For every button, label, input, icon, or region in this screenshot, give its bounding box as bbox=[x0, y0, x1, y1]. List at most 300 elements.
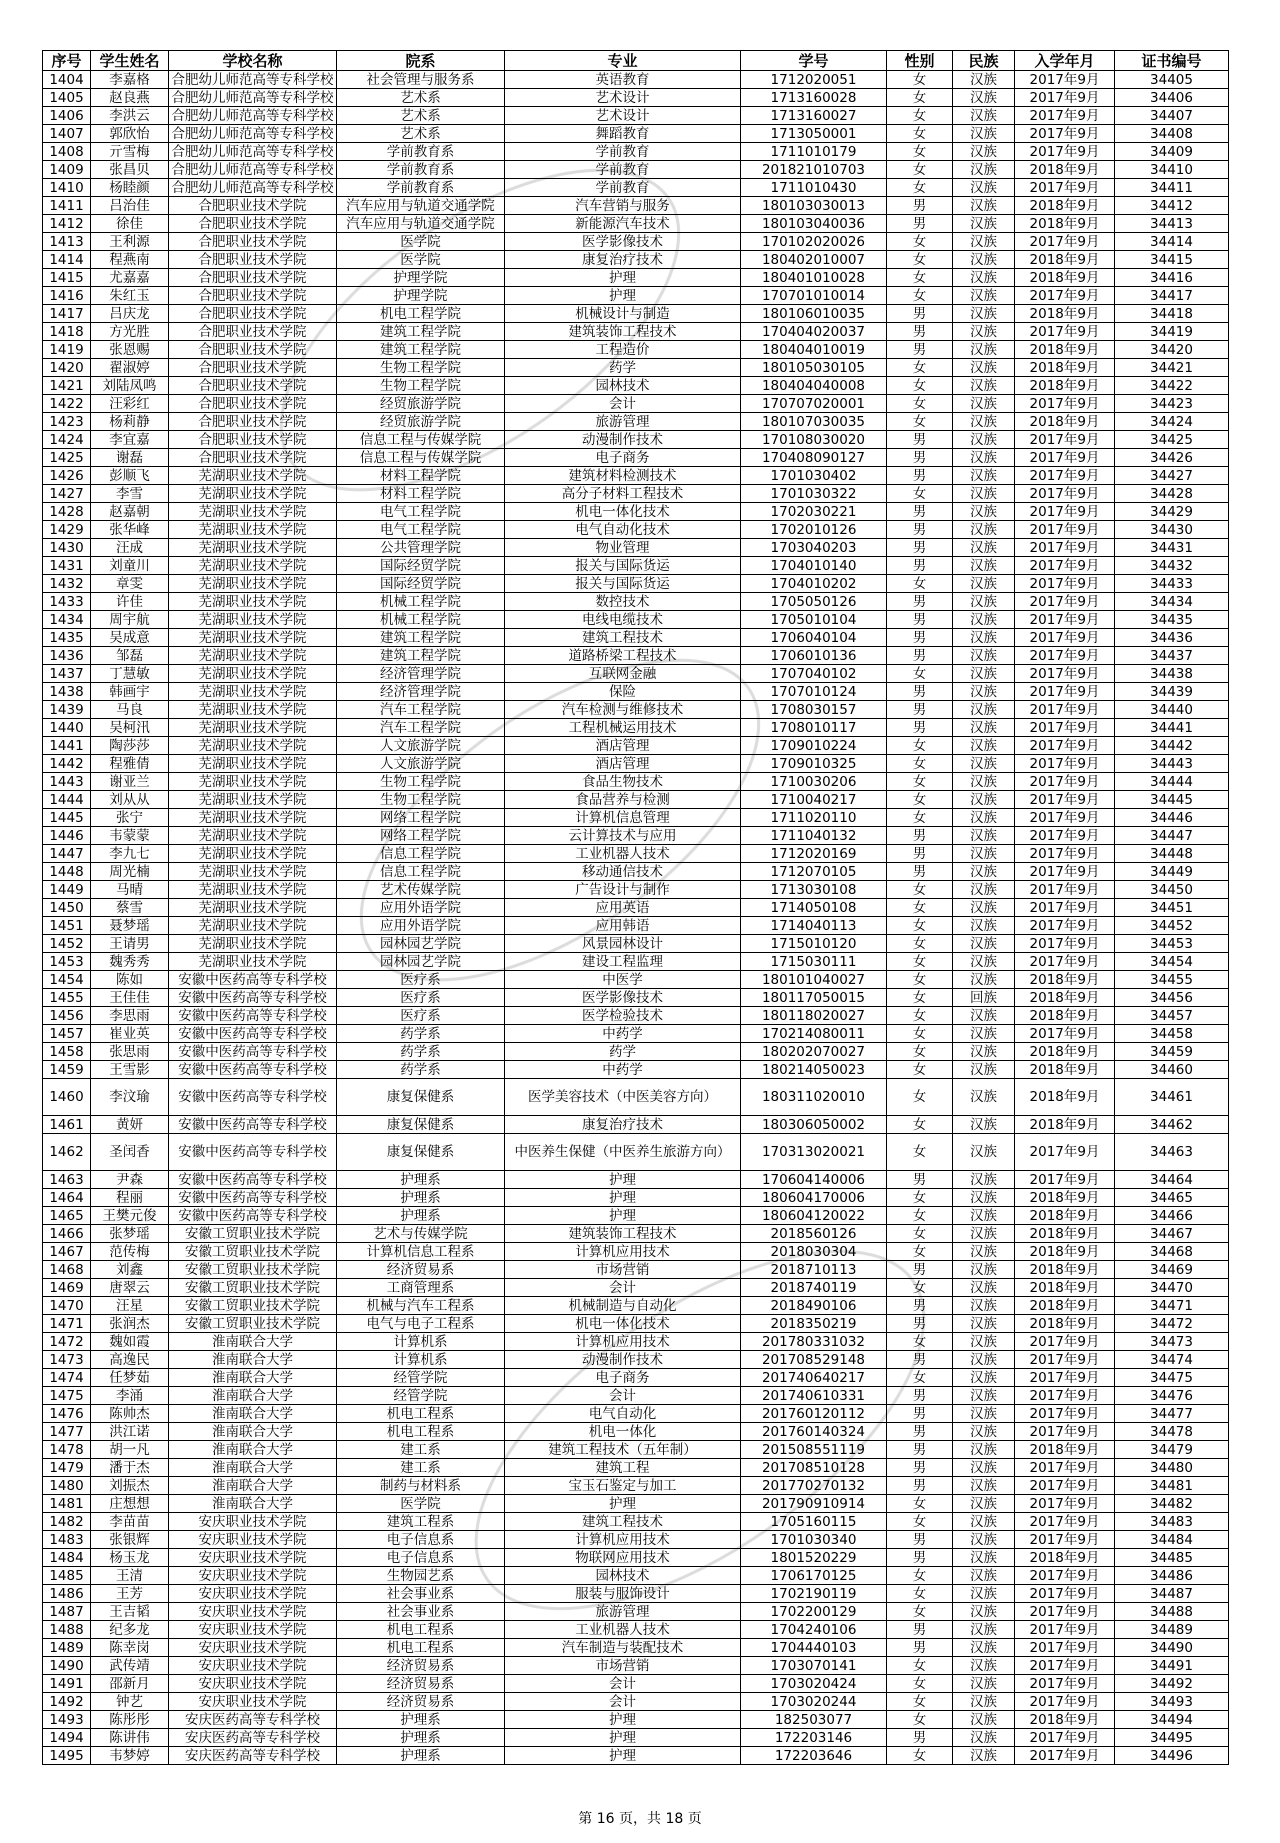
student-name-cell: 刘从从 bbox=[91, 791, 169, 809]
major-cell: 电气自动化技术 bbox=[505, 521, 741, 539]
ethnicity-cell: 汉族 bbox=[953, 1079, 1015, 1116]
major-cell: 园林技术 bbox=[505, 1567, 741, 1585]
department-cell: 经管学院 bbox=[337, 1387, 505, 1405]
table-row bbox=[43, 1495, 1229, 1513]
row-number-cell: 1409 bbox=[43, 161, 91, 179]
major-cell: 酒店管理 bbox=[505, 737, 741, 755]
table-row bbox=[43, 809, 1229, 827]
student-id-cell: 180106010035 bbox=[741, 305, 887, 323]
ethnicity-cell: 汉族 bbox=[953, 1007, 1015, 1025]
certificate-number-cell: 34481 bbox=[1115, 1477, 1229, 1495]
ethnicity-cell: 汉族 bbox=[953, 1585, 1015, 1603]
row-number-cell: 1435 bbox=[43, 629, 91, 647]
table-row bbox=[43, 1369, 1229, 1387]
enrollment-date-cell: 2017年9月 bbox=[1015, 89, 1115, 107]
student-id-cell: 1703020244 bbox=[741, 1693, 887, 1711]
ethnicity-cell: 汉族 bbox=[953, 1134, 1015, 1171]
student-name-cell: 韦蒙蒙 bbox=[91, 827, 169, 845]
student-id-cell: 1704440103 bbox=[741, 1639, 887, 1657]
major-cell: 广告设计与制作 bbox=[505, 881, 741, 899]
student-name-cell: 李苗苗 bbox=[91, 1513, 169, 1531]
enrollment-date-cell: 2017年9月 bbox=[1015, 827, 1115, 845]
enrollment-date-cell: 2018年9月 bbox=[1015, 971, 1115, 989]
major-cell: 园林技术 bbox=[505, 377, 741, 395]
major-cell: 宝玉石鉴定与加工 bbox=[505, 1477, 741, 1495]
student-name-cell: 魏如霞 bbox=[91, 1333, 169, 1351]
major-cell: 康复治疗技术 bbox=[505, 251, 741, 269]
major-cell: 建筑工程技术 bbox=[505, 629, 741, 647]
student-id-cell: 180101040027 bbox=[741, 971, 887, 989]
school-name-cell: 芜湖职业技术学院 bbox=[169, 701, 337, 719]
student-id-cell: 201708510128 bbox=[741, 1459, 887, 1477]
certificate-number-cell: 34470 bbox=[1115, 1279, 1229, 1297]
student-name-cell: 李涌 bbox=[91, 1387, 169, 1405]
student-name-cell: 杨玉龙 bbox=[91, 1549, 169, 1567]
certificate-number-cell: 34447 bbox=[1115, 827, 1229, 845]
ethnicity-cell: 汉族 bbox=[953, 1387, 1015, 1405]
major-cell: 电线电缆技术 bbox=[505, 611, 741, 629]
table-row bbox=[43, 827, 1229, 845]
student-id-cell: 180311020010 bbox=[741, 1079, 887, 1116]
ethnicity-cell: 汉族 bbox=[953, 1729, 1015, 1747]
row-number-cell: 1432 bbox=[43, 575, 91, 593]
table-row bbox=[43, 1567, 1229, 1585]
school-name-cell: 淮南联合大学 bbox=[169, 1351, 337, 1369]
certificate-number-cell: 34480 bbox=[1115, 1459, 1229, 1477]
student-id-cell: 180103040036 bbox=[741, 215, 887, 233]
student-id-cell: 1711010430 bbox=[741, 179, 887, 197]
ethnicity-cell: 汉族 bbox=[953, 1675, 1015, 1693]
major-cell: 中药学 bbox=[505, 1061, 741, 1079]
student-name-cell: 许佳 bbox=[91, 593, 169, 611]
school-name-cell: 合肥职业技术学院 bbox=[169, 323, 337, 341]
certificate-number-cell: 34461 bbox=[1115, 1079, 1229, 1116]
row-number-cell: 1436 bbox=[43, 647, 91, 665]
major-cell: 服装与服饰设计 bbox=[505, 1585, 741, 1603]
school-name-cell: 合肥幼儿师范高等专科学校 bbox=[169, 125, 337, 143]
row-number-cell: 1430 bbox=[43, 539, 91, 557]
row-number-cell: 1480 bbox=[43, 1477, 91, 1495]
enrollment-date-cell: 2018年9月 bbox=[1015, 305, 1115, 323]
ethnicity-cell: 汉族 bbox=[953, 1369, 1015, 1387]
gender-cell: 男 bbox=[887, 1531, 953, 1549]
certificate-number-cell: 34488 bbox=[1115, 1603, 1229, 1621]
student-name-cell: 汪星 bbox=[91, 1297, 169, 1315]
certificate-number-cell: 34406 bbox=[1115, 89, 1229, 107]
certificate-number-cell: 34458 bbox=[1115, 1025, 1229, 1043]
certificate-number-cell: 34419 bbox=[1115, 323, 1229, 341]
certificate-number-cell: 34416 bbox=[1115, 269, 1229, 287]
certificate-number-cell: 34449 bbox=[1115, 863, 1229, 881]
row-number-cell: 1422 bbox=[43, 395, 91, 413]
enrollment-date-cell: 2018年9月 bbox=[1015, 1549, 1115, 1567]
gender-cell: 女 bbox=[887, 1495, 953, 1513]
school-name-cell: 芜湖职业技术学院 bbox=[169, 665, 337, 683]
enrollment-date-cell: 2017年9月 bbox=[1015, 1333, 1115, 1351]
enrollment-date-cell: 2017年9月 bbox=[1015, 485, 1115, 503]
column-header: 院系 bbox=[337, 51, 505, 71]
student-name-cell: 王芳 bbox=[91, 1585, 169, 1603]
department-cell: 人文旅游学院 bbox=[337, 755, 505, 773]
student-name-cell: 亓雪梅 bbox=[91, 143, 169, 161]
column-header: 学生姓名 bbox=[91, 51, 169, 71]
department-cell: 电气工程学院 bbox=[337, 521, 505, 539]
major-cell: 旅游管理 bbox=[505, 1603, 741, 1621]
student-name-cell: 谢磊 bbox=[91, 449, 169, 467]
school-name-cell: 合肥幼儿师范高等专科学校 bbox=[169, 71, 337, 89]
table-row bbox=[43, 485, 1229, 503]
table-row bbox=[43, 611, 1229, 629]
row-number-cell: 1439 bbox=[43, 701, 91, 719]
gender-cell: 男 bbox=[887, 1477, 953, 1495]
major-cell: 道路桥梁工程技术 bbox=[505, 647, 741, 665]
row-number-cell: 1405 bbox=[43, 89, 91, 107]
table-row bbox=[43, 773, 1229, 791]
student-id-cell: 170404020037 bbox=[741, 323, 887, 341]
major-cell: 护理 bbox=[505, 1711, 741, 1729]
student-id-cell: 1706040104 bbox=[741, 629, 887, 647]
row-number-cell: 1490 bbox=[43, 1657, 91, 1675]
department-cell: 艺术系 bbox=[337, 89, 505, 107]
ethnicity-cell: 汉族 bbox=[953, 1315, 1015, 1333]
table-row bbox=[43, 719, 1229, 737]
major-cell: 高分子材料工程技术 bbox=[505, 485, 741, 503]
row-number-cell: 1447 bbox=[43, 845, 91, 863]
certificate-number-cell: 34442 bbox=[1115, 737, 1229, 755]
department-cell: 汽车工程学院 bbox=[337, 701, 505, 719]
table-row bbox=[43, 251, 1229, 269]
row-number-cell: 1404 bbox=[43, 71, 91, 89]
department-cell: 药学系 bbox=[337, 1061, 505, 1079]
department-cell: 艺术系 bbox=[337, 107, 505, 125]
gender-cell: 女 bbox=[887, 1207, 953, 1225]
student-id-cell: 172203646 bbox=[741, 1747, 887, 1765]
table-row bbox=[43, 791, 1229, 809]
major-cell: 中药学 bbox=[505, 1025, 741, 1043]
student-id-cell: 1714050108 bbox=[741, 899, 887, 917]
department-cell: 园林园艺学院 bbox=[337, 953, 505, 971]
student-id-cell: 1708030157 bbox=[741, 701, 887, 719]
row-number-cell: 1426 bbox=[43, 467, 91, 485]
table-row bbox=[43, 1513, 1229, 1531]
ethnicity-cell: 汉族 bbox=[953, 683, 1015, 701]
row-number-cell: 1468 bbox=[43, 1261, 91, 1279]
enrollment-date-cell: 2017年9月 bbox=[1015, 521, 1115, 539]
gender-cell: 女 bbox=[887, 1061, 953, 1079]
table-row bbox=[43, 539, 1229, 557]
school-name-cell: 芜湖职业技术学院 bbox=[169, 917, 337, 935]
student-id-cell: 1710040217 bbox=[741, 791, 887, 809]
table-row bbox=[43, 1531, 1229, 1549]
school-name-cell: 芜湖职业技术学院 bbox=[169, 845, 337, 863]
student-name-cell: 王樊元俊 bbox=[91, 1207, 169, 1225]
student-id-cell: 1707010124 bbox=[741, 683, 887, 701]
student-id-cell: 1712020051 bbox=[741, 71, 887, 89]
student-name-cell: 王请男 bbox=[91, 935, 169, 953]
department-cell: 经济贸易系 bbox=[337, 1693, 505, 1711]
student-id-cell: 201740640217 bbox=[741, 1369, 887, 1387]
department-cell: 公共管理学院 bbox=[337, 539, 505, 557]
school-name-cell: 安庆职业技术学院 bbox=[169, 1531, 337, 1549]
enrollment-date-cell: 2017年9月 bbox=[1015, 395, 1115, 413]
ethnicity-cell: 汉族 bbox=[953, 1243, 1015, 1261]
student-name-cell: 武传靖 bbox=[91, 1657, 169, 1675]
ethnicity-cell: 汉族 bbox=[953, 827, 1015, 845]
student-name-cell: 黄妍 bbox=[91, 1116, 169, 1134]
major-cell: 保险 bbox=[505, 683, 741, 701]
student-name-cell: 张华峰 bbox=[91, 521, 169, 539]
ethnicity-cell: 汉族 bbox=[953, 1405, 1015, 1423]
enrollment-date-cell: 2018年9月 bbox=[1015, 1441, 1115, 1459]
certificate-number-cell: 34417 bbox=[1115, 287, 1229, 305]
department-cell: 康复保健系 bbox=[337, 1134, 505, 1171]
ethnicity-cell: 汉族 bbox=[953, 863, 1015, 881]
student-name-cell: 王吉韬 bbox=[91, 1603, 169, 1621]
enrollment-date-cell: 2017年9月 bbox=[1015, 1369, 1115, 1387]
school-name-cell: 安徽中医药高等专科学校 bbox=[169, 1007, 337, 1025]
student-id-cell: 1702010126 bbox=[741, 521, 887, 539]
school-name-cell: 淮南联合大学 bbox=[169, 1459, 337, 1477]
enrollment-date-cell: 2017年9月 bbox=[1015, 1405, 1115, 1423]
school-name-cell: 安徽中医药高等专科学校 bbox=[169, 971, 337, 989]
enrollment-date-cell: 2017年9月 bbox=[1015, 611, 1115, 629]
school-name-cell: 安庆职业技术学院 bbox=[169, 1639, 337, 1657]
student-name-cell: 周光楠 bbox=[91, 863, 169, 881]
major-cell: 市场营销 bbox=[505, 1261, 741, 1279]
certificate-number-cell: 34439 bbox=[1115, 683, 1229, 701]
student-id-cell: 1702200129 bbox=[741, 1603, 887, 1621]
row-number-cell: 1427 bbox=[43, 485, 91, 503]
table-row bbox=[43, 845, 1229, 863]
student-id-cell: 170604140006 bbox=[741, 1171, 887, 1189]
ethnicity-cell: 汉族 bbox=[953, 1351, 1015, 1369]
table-row bbox=[43, 1549, 1229, 1567]
enrollment-date-cell: 2018年9月 bbox=[1015, 1711, 1115, 1729]
enrollment-date-cell: 2018年9月 bbox=[1015, 1279, 1115, 1297]
enrollment-date-cell: 2017年9月 bbox=[1015, 323, 1115, 341]
student-id-cell: 180404010019 bbox=[741, 341, 887, 359]
table-row bbox=[43, 917, 1229, 935]
ethnicity-cell: 汉族 bbox=[953, 467, 1015, 485]
column-header: 入学年月 bbox=[1015, 51, 1115, 71]
enrollment-date-cell: 2017年9月 bbox=[1015, 503, 1115, 521]
row-number-cell: 1431 bbox=[43, 557, 91, 575]
department-cell: 社会管理与服务系 bbox=[337, 71, 505, 89]
department-cell: 医学院 bbox=[337, 251, 505, 269]
certificate-number-cell: 34444 bbox=[1115, 773, 1229, 791]
department-cell: 护理系 bbox=[337, 1747, 505, 1765]
gender-cell: 女 bbox=[887, 1333, 953, 1351]
enrollment-date-cell: 2017年9月 bbox=[1015, 1459, 1115, 1477]
certificate-number-cell: 34495 bbox=[1115, 1729, 1229, 1747]
gender-cell: 女 bbox=[887, 935, 953, 953]
ethnicity-cell: 汉族 bbox=[953, 287, 1015, 305]
ethnicity-cell: 汉族 bbox=[953, 1279, 1015, 1297]
table-row bbox=[43, 125, 1229, 143]
major-cell: 舞蹈教育 bbox=[505, 125, 741, 143]
school-name-cell: 芜湖职业技术学院 bbox=[169, 611, 337, 629]
major-cell: 数控技术 bbox=[505, 593, 741, 611]
table-row bbox=[43, 503, 1229, 521]
department-cell: 医疗系 bbox=[337, 971, 505, 989]
row-number-cell: 1438 bbox=[43, 683, 91, 701]
row-number-cell: 1491 bbox=[43, 1675, 91, 1693]
student-id-cell: 1704010202 bbox=[741, 575, 887, 593]
row-number-cell: 1492 bbox=[43, 1693, 91, 1711]
department-cell: 艺术系 bbox=[337, 125, 505, 143]
student-name-cell: 张润杰 bbox=[91, 1315, 169, 1333]
student-id-cell: 2018740119 bbox=[741, 1279, 887, 1297]
table-row bbox=[43, 971, 1229, 989]
department-cell: 药学系 bbox=[337, 1043, 505, 1061]
enrollment-date-cell: 2017年9月 bbox=[1015, 1531, 1115, 1549]
ethnicity-cell: 汉族 bbox=[953, 1459, 1015, 1477]
certificate-number-cell: 34427 bbox=[1115, 467, 1229, 485]
enrollment-date-cell: 2017年9月 bbox=[1015, 107, 1115, 125]
major-cell: 会计 bbox=[505, 1675, 741, 1693]
table-row bbox=[43, 143, 1229, 161]
certificate-number-cell: 34486 bbox=[1115, 1567, 1229, 1585]
certificate-number-cell: 34476 bbox=[1115, 1387, 1229, 1405]
department-cell: 建筑工程系 bbox=[337, 1513, 505, 1531]
school-name-cell: 淮南联合大学 bbox=[169, 1369, 337, 1387]
row-number-cell: 1488 bbox=[43, 1621, 91, 1639]
school-name-cell: 合肥职业技术学院 bbox=[169, 377, 337, 395]
student-id-cell: 1701030402 bbox=[741, 467, 887, 485]
row-number-cell: 1479 bbox=[43, 1459, 91, 1477]
gender-cell: 男 bbox=[887, 683, 953, 701]
major-cell: 汽车制造与装配技术 bbox=[505, 1639, 741, 1657]
gender-cell: 女 bbox=[887, 1225, 953, 1243]
row-number-cell: 1473 bbox=[43, 1351, 91, 1369]
school-name-cell: 安庆医药高等专科学校 bbox=[169, 1729, 337, 1747]
table-row bbox=[43, 341, 1229, 359]
gender-cell: 男 bbox=[887, 593, 953, 611]
row-number-cell: 1476 bbox=[43, 1405, 91, 1423]
student-id-cell: 170102020026 bbox=[741, 233, 887, 251]
gender-cell: 男 bbox=[887, 341, 953, 359]
gender-cell: 女 bbox=[887, 881, 953, 899]
department-cell: 机械工程学院 bbox=[337, 611, 505, 629]
school-name-cell: 合肥职业技术学院 bbox=[169, 359, 337, 377]
student-id-cell: 2018030304 bbox=[741, 1243, 887, 1261]
student-id-cell: 180202070027 bbox=[741, 1043, 887, 1061]
student-name-cell: 方光胜 bbox=[91, 323, 169, 341]
row-number-cell: 1486 bbox=[43, 1585, 91, 1603]
certificate-number-cell: 34472 bbox=[1115, 1315, 1229, 1333]
student-id-cell: 201760140324 bbox=[741, 1423, 887, 1441]
certificate-number-cell: 34413 bbox=[1115, 215, 1229, 233]
certificate-number-cell: 34421 bbox=[1115, 359, 1229, 377]
department-cell: 经济管理学院 bbox=[337, 665, 505, 683]
table-row bbox=[43, 1261, 1229, 1279]
school-name-cell: 淮南联合大学 bbox=[169, 1441, 337, 1459]
major-cell: 艺术设计 bbox=[505, 89, 741, 107]
table-row bbox=[43, 107, 1229, 125]
certificate-number-cell: 34475 bbox=[1115, 1369, 1229, 1387]
row-number-cell: 1484 bbox=[43, 1549, 91, 1567]
enrollment-date-cell: 2018年9月 bbox=[1015, 269, 1115, 287]
school-name-cell: 芜湖职业技术学院 bbox=[169, 809, 337, 827]
enrollment-date-cell: 2017年9月 bbox=[1015, 287, 1115, 305]
student-id-cell: 1705160115 bbox=[741, 1513, 887, 1531]
certificate-number-cell: 34438 bbox=[1115, 665, 1229, 683]
school-name-cell: 安徽工贸职业技术学院 bbox=[169, 1315, 337, 1333]
school-name-cell: 安庆职业技术学院 bbox=[169, 1621, 337, 1639]
student-name-cell: 聂梦瑶 bbox=[91, 917, 169, 935]
table-row bbox=[43, 701, 1229, 719]
ethnicity-cell: 汉族 bbox=[953, 395, 1015, 413]
certificate-number-cell: 34429 bbox=[1115, 503, 1229, 521]
ethnicity-cell: 汉族 bbox=[953, 179, 1015, 197]
student-name-cell: 韦梦婷 bbox=[91, 1747, 169, 1765]
school-name-cell: 芜湖职业技术学院 bbox=[169, 791, 337, 809]
enrollment-date-cell: 2017年9月 bbox=[1015, 1025, 1115, 1043]
major-cell: 报关与国际货运 bbox=[505, 575, 741, 593]
gender-cell: 男 bbox=[887, 647, 953, 665]
department-cell: 医疗系 bbox=[337, 989, 505, 1007]
student-id-cell: 1706170125 bbox=[741, 1567, 887, 1585]
gender-cell: 男 bbox=[887, 449, 953, 467]
table-row bbox=[43, 575, 1229, 593]
student-name-cell: 陈讲伟 bbox=[91, 1729, 169, 1747]
table-row bbox=[43, 1711, 1229, 1729]
school-name-cell: 安徽中医药高等专科学校 bbox=[169, 1171, 337, 1189]
department-cell: 学前教育系 bbox=[337, 179, 505, 197]
student-name-cell: 王佳佳 bbox=[91, 989, 169, 1007]
ethnicity-cell: 汉族 bbox=[953, 1061, 1015, 1079]
student-name-cell: 杨睦颜 bbox=[91, 179, 169, 197]
certificate-number-cell: 34466 bbox=[1115, 1207, 1229, 1225]
certificate-number-cell: 34490 bbox=[1115, 1639, 1229, 1657]
certificate-number-cell: 34422 bbox=[1115, 377, 1229, 395]
school-name-cell: 合肥职业技术学院 bbox=[169, 215, 337, 233]
row-number-cell: 1474 bbox=[43, 1369, 91, 1387]
row-number-cell: 1416 bbox=[43, 287, 91, 305]
student-id-cell: 180604170006 bbox=[741, 1189, 887, 1207]
table-row bbox=[43, 1243, 1229, 1261]
school-name-cell: 淮南联合大学 bbox=[169, 1387, 337, 1405]
major-cell: 机械设计与制造 bbox=[505, 305, 741, 323]
major-cell: 应用韩语 bbox=[505, 917, 741, 935]
certificate-number-cell: 34425 bbox=[1115, 431, 1229, 449]
certificate-number-cell: 34489 bbox=[1115, 1621, 1229, 1639]
major-cell: 应用英语 bbox=[505, 899, 741, 917]
student-name-cell: 郭欣怡 bbox=[91, 125, 169, 143]
school-name-cell: 合肥职业技术学院 bbox=[169, 305, 337, 323]
ethnicity-cell: 汉族 bbox=[953, 449, 1015, 467]
school-name-cell: 淮南联合大学 bbox=[169, 1495, 337, 1513]
enrollment-date-cell: 2017年9月 bbox=[1015, 1657, 1115, 1675]
major-cell: 建筑工程 bbox=[505, 1459, 741, 1477]
student-id-cell: 182503077 bbox=[741, 1711, 887, 1729]
student-name-cell: 唐翠云 bbox=[91, 1279, 169, 1297]
school-name-cell: 芜湖职业技术学院 bbox=[169, 485, 337, 503]
ethnicity-cell: 汉族 bbox=[953, 359, 1015, 377]
row-number-cell: 1413 bbox=[43, 233, 91, 251]
table-row bbox=[43, 629, 1229, 647]
table-row bbox=[43, 1207, 1229, 1225]
certificate-number-cell: 34415 bbox=[1115, 251, 1229, 269]
table-row bbox=[43, 1441, 1229, 1459]
gender-cell: 女 bbox=[887, 1711, 953, 1729]
table-row bbox=[43, 1657, 1229, 1675]
department-cell: 经贸旅游学院 bbox=[337, 395, 505, 413]
department-cell: 信息工程学院 bbox=[337, 863, 505, 881]
ethnicity-cell: 汉族 bbox=[953, 1657, 1015, 1675]
department-cell: 建筑工程学院 bbox=[337, 647, 505, 665]
certificate-number-cell: 34455 bbox=[1115, 971, 1229, 989]
